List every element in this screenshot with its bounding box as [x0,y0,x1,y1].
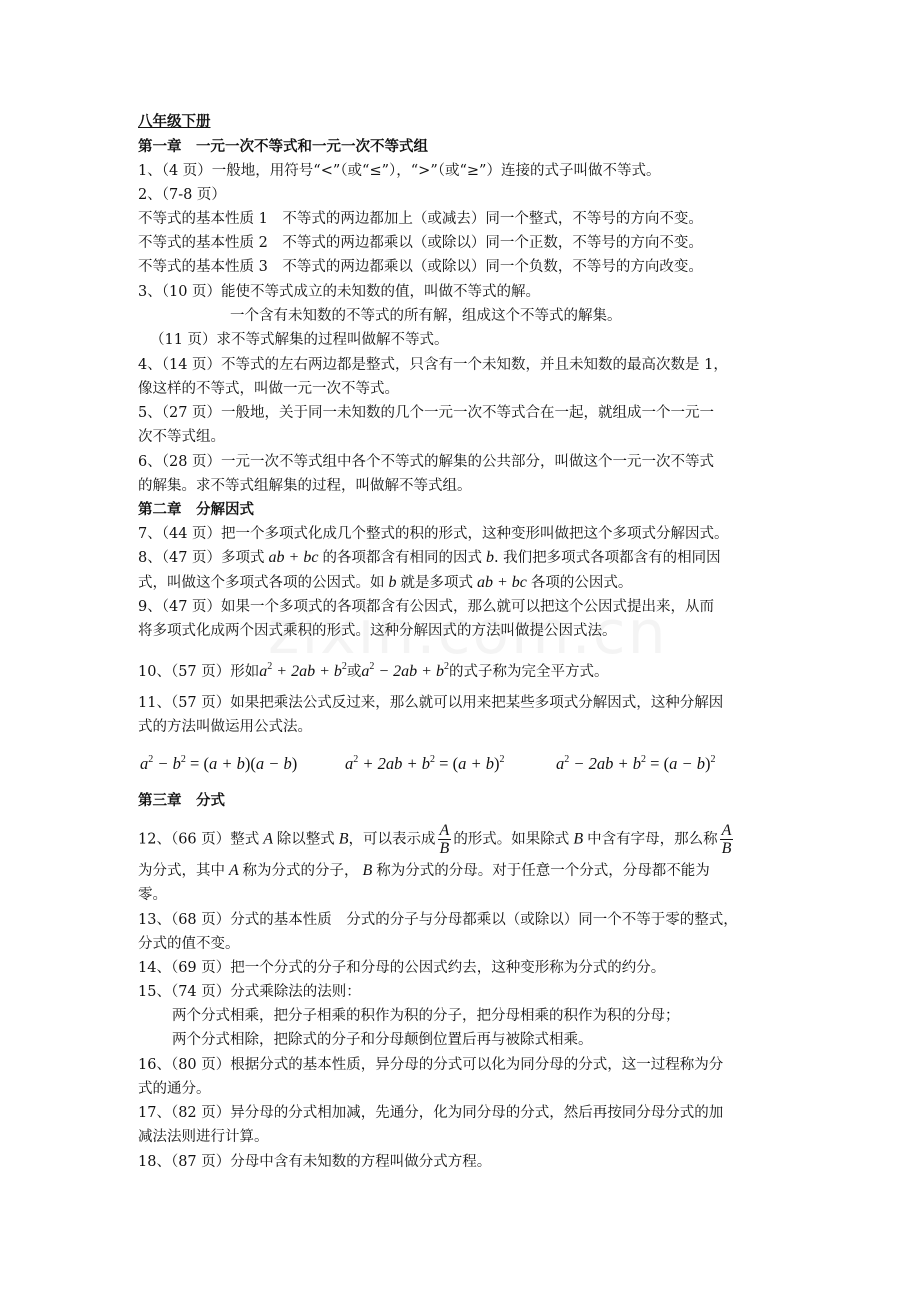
item-4-line1: 4、（14 页）不等式的左右两边都是整式，只含有一个未知数，并且未知数的最高次数是 1， [138,357,728,373]
page-title: 八年级下册 [138,113,211,130]
chapter1-heading: 第一章 一元一次不等式和一元一次不等式组 [138,138,428,155]
item-5-line2: 次不等式组。 [138,429,225,445]
item-15-divide-rule: 两个分式相除，把除式的分子和分母颠倒位置后再与被除式相乘。 [172,1032,593,1048]
item-12-line3: 零。 [138,887,167,903]
item-10: 10、（57 页）形如$a^2 + 2ab + b^2$或$a^2 - 2ab + b^2$的式子称为完全平方式。 [138,661,609,680]
formula-square-of-sum: $a^2 + 2ab + b^2 = (a + b)^2$ [345,754,505,773]
item-14: 14、（69 页）把一个分式的分子和分母的公因式约去，这种变形称为分式的约分。 [138,960,666,976]
item-18: 18、（87 页）分母中含有未知数的方程叫做分式方程。 [138,1154,492,1170]
formula-ab-plus-bc: ab + bc [264,549,323,566]
item-6-line1: 6、（28 页）一元一次不等式组中各个不等式的解集的公共部分，叫做这个一元一次不等式 [138,454,715,470]
formula-ab-plus-bc: ab + bc [473,574,531,591]
formula-perfect-square-minus: $a^2 - 2ab + b^2$ [361,661,449,680]
formula-square-of-difference: $a^2 - 2ab + b^2 = (a - b)^2$ [556,754,716,773]
chapter2-heading: 第二章 分解因式 [138,501,254,518]
item-12-line1: 12、（66 页）整式 A 除以整式 B，可以表示成 $\frac{A}{B}$ 的形式。如果除式 B 中含有字母，那么称 $\frac{A}{B}$ [138,822,732,857]
item-8-line2: 式，叫做这个多项式各项的公因式。如 b 就是多项式 ab + bc 各项的公因式。 [138,574,633,591]
formula-b: b [384,574,401,591]
property-2: 不等式的基本性质 2 不等式的两边都乘以（或除以）同一个正数，不等号的方向不变。 [138,235,703,251]
item-5-line1: 5、（27 页）一般地，关于同一未知数的几个一元一次不等式合在一起，就组成一个一元一 [138,405,715,421]
item-3: 3、（10 页）能使不等式成立的未知数的值，叫做不等式的解。 [138,284,541,300]
item-17-line2: 减法法则进行计算。 [138,1129,269,1145]
item-9-line1: 9、（47 页）如果一个多项式的各项都含有公因式，那么就可以把这个公因式提出来，从而 [138,599,715,615]
item-11-line1: 11、（57 页）如果把乘法公式反过来，那么就可以用来把某些多项式分解因式，这种分解因 [138,695,724,711]
item-1: 1、（4 页）一般地，用符号“<”（或“≤”），“>”（或“≥”）连接的式子叫做不等式。 [138,163,661,179]
item-3-solving: （11 页）求不等式解集的过程叫做解不等式。 [150,332,449,348]
item-9-line2: 将多项式化成两个因式乘积的形式。这种分解因式的方法叫做提公因式法。 [138,623,617,639]
item-6-line2: 的解集。求不等式组解集的过程，叫做解不等式组。 [138,478,472,494]
item-12-line2: 为分式，其中 A 称为分式的分子， B 称为分式的分母。对于任意一个分式，分母都不能为 [138,862,710,879]
formula-difference-of-squares: $a^2 - b^2 = (a + b)(a - b)$ [140,754,298,773]
item-15-multiply-rule: 两个分式相乘，把分子相乘的积作为积的分子，把分母相乘的积作为积的分母； [172,1008,680,1024]
item-7: 7、（44 页）把一个多项式化成几个整式的积的形式，这种变形叫做把这个多项式分解因式。 [138,526,729,542]
formula-b: b [481,549,494,566]
item-4-line2: 像这样的不等式，叫做一元一次不等式。 [138,381,399,397]
item-16-line1: 16、（80 页）根据分式的基本性质，异分母的分式可以化为同分母的分式，这一过程称为分 [138,1057,724,1073]
item-3-solution-set: 一个含有未知数的不等式的所有解，组成这个不等式的解集。 [230,308,622,324]
item-17-line1: 17、（82 页）异分母的分式相加减，先通分，化为同分母的分式，然后再按同分母分式的加 [138,1105,724,1121]
property-1: 不等式的基本性质 1 不等式的两边都加上（或减去）同一个整式，不等号的方向不变。 [138,211,703,227]
item-13-line2: 分式的值不变。 [138,936,240,952]
item-11-line2: 式的方法叫做运用公式法。 [138,719,312,735]
item-15: 15、（74 页）分式乘除法的法则： [138,984,361,1000]
item-2: 2、（7-8 页） [138,187,226,203]
item-13-line1: 13、（68 页）分式的基本性质 分式的分子与分母都乘以（或除以）同一个不等于零的整式， [138,912,738,928]
item-16-line2: 式的通分。 [138,1081,211,1097]
item-8-line1: 8、（47 页）多项式 ab + bc 的各项都含有相同的因式 b. 我们把多项式各项都含有的相同因 [138,549,721,566]
formula-perfect-square-plus: $a^2 + 2ab + b^2$ [259,661,347,680]
fraction-a-over-b: $\frac{A}{B}$ [721,822,732,857]
chapter3-heading: 第三章 分式 [138,792,225,809]
fraction-a-over-b: $\frac{A}{B}$ [439,822,450,857]
property-3: 不等式的基本性质 3 不等式的两边都乘以（或除以）同一个负数，不等号的方向改变。 [138,259,703,275]
